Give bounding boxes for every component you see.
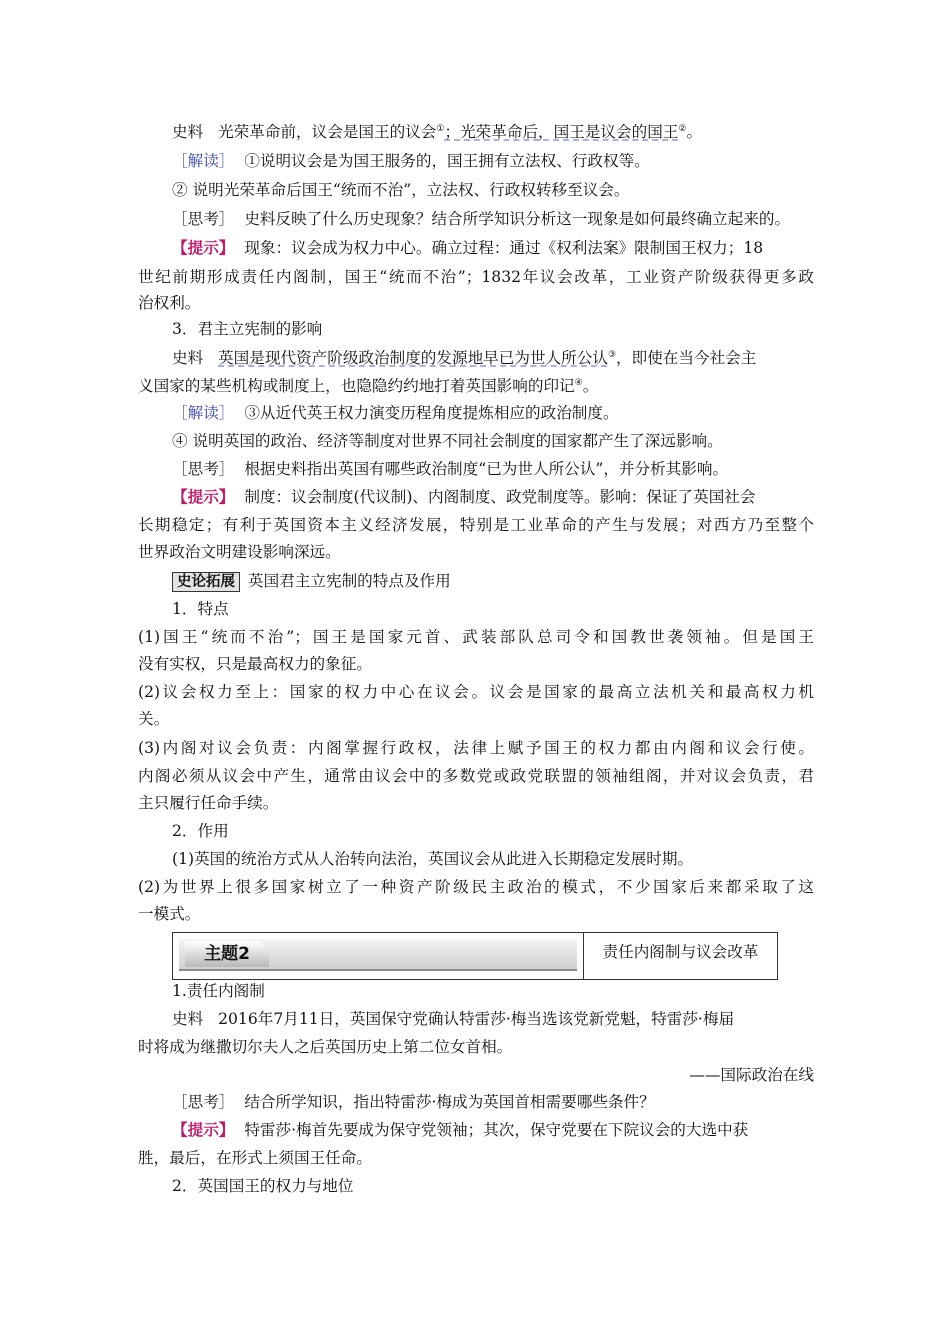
hint-text: 现象：议会成为权力中心。确立过程：通过《权利法案》限制国王权力；18 <box>244 239 764 257</box>
interpretation-text: ③从近代英王权力演变历程角度提炼相应的政治制度。 <box>244 404 619 422</box>
thinking-text: 根据史料指出英国有哪些政治制度“已为世人所公认”，并分析其影响。 <box>244 460 729 478</box>
paragraph-line: (2)议会权力至上：国家的权力中心在议会。议会是国家的最高立法机关和最高权力机 <box>138 683 814 701</box>
source-line <box>138 375 598 397</box>
hint-tag: 【提示】 <box>172 1120 235 1139</box>
interpretation-line <box>172 150 650 172</box>
thinking-line <box>172 458 728 480</box>
thinking-tag: ［思考］ <box>172 1093 235 1111</box>
source-text: ，即使在当今社会主 <box>616 349 757 367</box>
thinking-line <box>172 208 790 230</box>
footnote-marker-1: ① <box>436 123 445 134</box>
thinking-tag: ［思考］ <box>172 460 235 478</box>
hint-text: 制度：议会制度(代议制)、内阁制度、政党制度等。影响：保证了英国社会 <box>244 488 756 506</box>
source-line <box>172 347 756 369</box>
thinking-tag: ［思考］ <box>172 210 235 228</box>
source-prefix: 史料 <box>172 123 204 141</box>
source-text-a: 光荣革命前，议会是国王的议会 <box>218 123 437 141</box>
extension-title: 英国君主立宪制的特点及作用 <box>248 572 451 590</box>
paragraph-line: (1)英国的统治方式从人治转向法治，英国议会从此进入长期稳定发展时期。 <box>172 850 694 868</box>
source-text: 义国家的某些机构或制度上，也隐隐约约地打着英国影响的印记 <box>138 377 575 395</box>
hint-line: 世界政治文明建设影响深远。 <box>138 543 341 561</box>
paragraph-line: 关。 <box>138 710 170 728</box>
paragraph-line: (1)国王“统而不治”；国王是国家元首、武装部队总司令和国教世袭领袖。但是国王 <box>138 628 814 646</box>
hint-line <box>172 1119 748 1141</box>
source-line <box>172 1008 734 1030</box>
paragraph-line: 没有实权，只是最高权力的象征。 <box>138 655 372 673</box>
paragraph-line: (2)为世界上很多国家树立了一种资产阶级民主政治的模式，不少国家后来都采取了这 <box>138 878 814 896</box>
subheading: 2．作用 <box>172 822 229 840</box>
footnote-marker-2: ② <box>678 123 687 134</box>
source-line: 时将成为继撒切尔夫人之后英国历史上第二位女首相。 <box>138 1038 513 1056</box>
hint-line: 世纪前期形成责任内阁制，国王“统而不治”；1832年议会改革，工业资产阶级获得更多政 <box>138 268 814 286</box>
paragraph-line: 主只履行任命手续。 <box>138 794 279 812</box>
hint-line <box>172 486 755 508</box>
interpretation-line: ④ 说明英国的政治、经济等制度对世界不同社会制度的国家都产生了深远影响。 <box>172 432 723 450</box>
hint-line: 胜，最后，在形式上须国王任命。 <box>138 1149 372 1167</box>
source-prefix: 史料 <box>172 1010 204 1028</box>
subheading: 1．特点 <box>172 600 229 618</box>
thinking-text: 结合所学知识，指出特雷莎·梅成为英国首相需要哪些条件？ <box>244 1093 655 1111</box>
thinking-line <box>172 1091 655 1113</box>
topic-badge-bar <box>179 939 577 971</box>
topic-title: 责任内阁制与议会改革 <box>602 943 759 961</box>
thinking-text: 史料反映了什么历史现象？结合所学知识分析这一现象是如何最终确立起来的。 <box>244 210 791 228</box>
source-attribution: ——国际政治在线 <box>689 1066 814 1084</box>
interpretation-line <box>172 402 619 424</box>
hint-text: 特雷莎·梅首先要成为保守党领袖；其次，保守党要在下院议会的大选中获 <box>244 1121 749 1139</box>
topic-badge: 主题2 <box>185 941 269 967</box>
hint-line: 长期稳定；有利于英国资本主义经济发展，特别是工业革命的产生与发展；对西方乃至整个 <box>138 516 814 534</box>
interpretation-tag: ［解读］ <box>172 404 235 422</box>
interpretation-text: ①说明议会是为国王服务的，国王拥有立法权、行政权等。 <box>244 152 650 170</box>
footnote-marker-4: ④ <box>574 377 583 388</box>
topic-banner <box>172 932 778 980</box>
hint-tag: 【提示】 <box>172 487 235 506</box>
interpretation-tag: ［解读］ <box>172 152 235 170</box>
hint-tag: 【提示】 <box>172 238 235 257</box>
source-text-c: 。 <box>686 123 703 141</box>
hint-line: 治权利。 <box>138 294 201 312</box>
source-text: 英国是现代资产阶级政治制度的发源地早已为世人所公认 <box>218 349 608 367</box>
source-prefix: 史料 <box>172 349 204 367</box>
source-text: 。 <box>582 377 599 395</box>
extension-heading <box>172 570 451 592</box>
subheading: 1.责任内阁制 <box>172 982 265 1000</box>
section-heading: 3．君主立宪制的影响 <box>172 320 323 338</box>
source-text-b: ；光荣革命后，国王是议会的国王 <box>444 123 679 141</box>
paragraph-line: (3)内阁对议会负责：内阁掌握行政权，法律上赋予国王的权力都由内阁和议会行使。 <box>138 739 814 757</box>
source-text: 2016年7月11日，英国保守党确认特雷莎·梅当选该党新党魁，特雷莎·梅届 <box>218 1010 735 1028</box>
hint-line <box>172 237 763 259</box>
source-line <box>172 121 702 143</box>
paragraph-line: 一模式。 <box>138 905 201 923</box>
extension-label: 史论拓展 <box>172 572 240 592</box>
interpretation-line: ② 说明光荣革命后国王“统而不治”，立法权、行政权转移至议会。 <box>172 181 630 199</box>
subheading: 2．英国国王的权力与地位 <box>172 1177 354 1195</box>
paragraph-line: 内阁必须从议会中产生，通常由议会中的多数党或政党联盟的领袖组阁，并对议会负责，君 <box>138 767 814 785</box>
footnote-marker-3: ③ <box>607 349 617 360</box>
